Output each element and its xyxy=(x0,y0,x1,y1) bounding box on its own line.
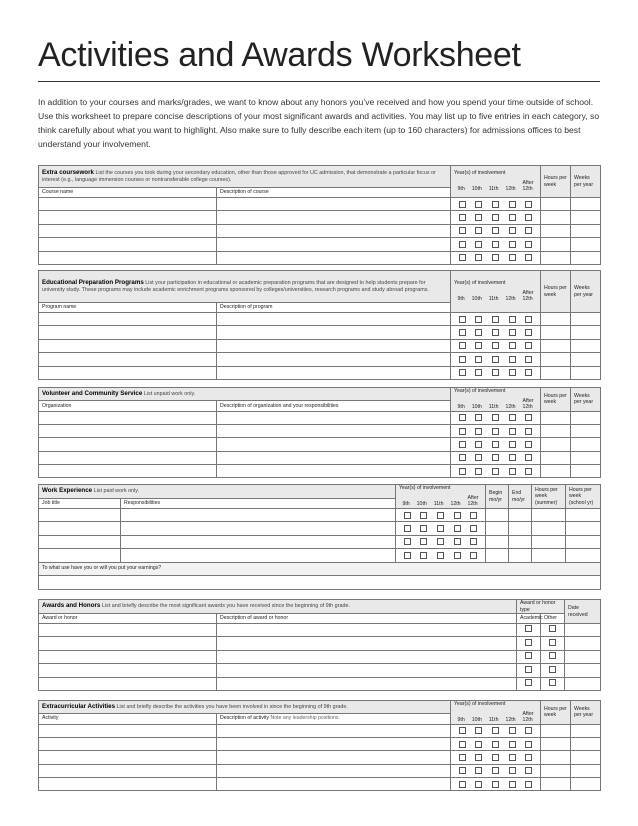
course-desc-col: Description of course xyxy=(217,188,451,198)
grade-9: 9th xyxy=(457,186,465,193)
activity-col: Activity xyxy=(39,713,217,724)
grade-after-12: After 12th xyxy=(522,179,534,193)
edprep-description: List your participation in educational or academic preparation programs that are designed to help students prepare for university study. These programs may include academic enrichment programs sponsored by colleges/universities, research programs and study abroad programs. xyxy=(42,280,429,293)
intro-paragraph: In addition to your courses and marks/grades, we want to know about any honors you’ve received and how you spend your time outside of school. Use this worksheet to prepare concise descriptions of your most significant awards and activities. You may list up to five entries in each category, so think carefully about what you want to highlight. Also make sure to fully describe each item (up to 160 characters) for admissions offices to best understand your involvement. xyxy=(38,97,600,149)
weeks-header: Weeks per year xyxy=(571,701,601,725)
begin-header: Begin mo/yr xyxy=(486,485,509,509)
section-extra-coursework xyxy=(38,165,600,265)
table-row xyxy=(39,411,601,424)
table-row xyxy=(39,522,601,535)
table-row xyxy=(39,535,601,548)
date-received-header: Date received xyxy=(565,600,601,624)
table-row xyxy=(39,624,601,637)
table-row xyxy=(39,451,601,464)
volunteer-description: List unpaid work only. xyxy=(143,390,196,397)
program-desc-col: Description of program xyxy=(217,303,451,313)
edprep-header xyxy=(39,271,451,303)
hours-header: Hours per week xyxy=(541,271,571,313)
years-label: Year(s) of involvement xyxy=(454,170,506,177)
section-volunteer xyxy=(38,387,600,478)
table-row xyxy=(39,465,601,478)
hours-summer-header: Hours per week (summer) xyxy=(532,485,566,509)
work-description: List paid work only. xyxy=(93,488,140,495)
table-row xyxy=(39,224,601,237)
weeks-header: Weeks per year xyxy=(571,271,601,313)
section-edprep xyxy=(38,270,600,380)
edprep-heading: Educational Preparation Programs xyxy=(42,279,144,286)
program-name-col: Program name xyxy=(39,303,217,313)
other-col: Other xyxy=(541,614,565,624)
academic-col: Academic xyxy=(517,614,541,624)
earnings-answer-field[interactable] xyxy=(39,575,601,589)
coursework-heading: Extra coursework xyxy=(42,169,94,176)
award-type-header: Award or honor type xyxy=(517,600,565,614)
table-row xyxy=(39,664,601,677)
table-row xyxy=(39,238,601,251)
earnings-question: To what use have you or will you put your earnings? xyxy=(39,562,601,575)
years-header: Year(s) of involvement 9th 10th 11th 12th After 12th xyxy=(451,388,541,412)
grade-12: 12th xyxy=(505,186,516,193)
grade-11: 11th xyxy=(488,186,499,193)
volunteer-heading: Volunteer and Community Service xyxy=(42,389,143,397)
hours-header: Hours per week xyxy=(541,701,571,725)
page-title: Activities and Awards Worksheet xyxy=(38,36,521,74)
award-name-col: Award or honor xyxy=(39,614,217,624)
awards-header xyxy=(39,600,517,614)
table-row xyxy=(39,751,601,764)
awards-heading: Awards and Honors xyxy=(42,602,101,610)
coursework-description: List the courses you took during your secondary education, other than those approved for UC admission, that demonstrate a particular focus or interest (e.g., language immersion courses or nontransferable college courses). xyxy=(42,170,436,183)
award-desc-col: Description of award or honor xyxy=(217,614,517,624)
table-row xyxy=(39,637,601,650)
coursework-header xyxy=(39,166,451,188)
grade-10: 10th xyxy=(471,186,482,193)
extracurricular-heading: Extracurricular Activities xyxy=(42,702,116,710)
years-header xyxy=(451,166,541,198)
table-row xyxy=(39,677,601,690)
table-row xyxy=(39,339,601,352)
years-header: Year(s) of involvement 9th 10th 11th 12th After 12th xyxy=(451,701,541,725)
years-header: Year(s) of involvement 9th 10th 11th 12th After 12th xyxy=(396,485,486,509)
extracurricular-header xyxy=(39,701,451,714)
work-heading: Work Experience xyxy=(42,487,93,495)
table-row xyxy=(39,509,601,522)
organization-col: Organization xyxy=(39,401,217,411)
end-header: End mo/yr xyxy=(509,485,532,509)
table-row xyxy=(39,211,601,224)
table-row xyxy=(39,198,601,211)
hours-header: Hours per week xyxy=(541,388,571,412)
weeks-header: Weeks per year xyxy=(571,166,601,198)
section-awards xyxy=(38,599,600,691)
table-row xyxy=(39,650,601,663)
course-name-col: Course name xyxy=(39,188,217,198)
table-row xyxy=(39,737,601,750)
hours-header: Hours per week xyxy=(541,166,571,198)
volunteer-header xyxy=(39,388,451,401)
hours-school-header: Hours per week (school yr) xyxy=(566,485,601,509)
table-row xyxy=(39,549,601,562)
title-divider xyxy=(38,81,600,82)
table-row xyxy=(39,251,601,264)
awards-description: List and briefly describe the most significant awards you have received since the beginning of 9th grade. xyxy=(101,603,350,610)
job-title-col: Job title xyxy=(39,499,121,509)
table-row xyxy=(39,724,601,737)
responsibilities-col: Responsibilities xyxy=(121,499,396,509)
extracurricular-description: List and briefly describe the activities you have been involved in since the beginning of 9th grade. xyxy=(116,703,348,710)
weeks-header: Weeks per year xyxy=(571,388,601,412)
org-desc-col: Description of organization and your responsibilities xyxy=(217,401,451,411)
table-row xyxy=(39,764,601,777)
table-row xyxy=(39,353,601,366)
table-row xyxy=(39,424,601,437)
table-row xyxy=(39,326,601,339)
table-row xyxy=(39,313,601,326)
section-work-experience xyxy=(38,484,600,590)
work-header xyxy=(39,485,396,499)
section-extracurricular xyxy=(38,700,600,791)
activity-desc-col: Description of activity Note any leadership positions. xyxy=(217,713,451,724)
table-row xyxy=(39,366,601,379)
table-row xyxy=(39,778,601,791)
years-header: Year(s) of involvement 9th 10th 11th 12th After 12th xyxy=(451,271,541,313)
table-row xyxy=(39,438,601,451)
